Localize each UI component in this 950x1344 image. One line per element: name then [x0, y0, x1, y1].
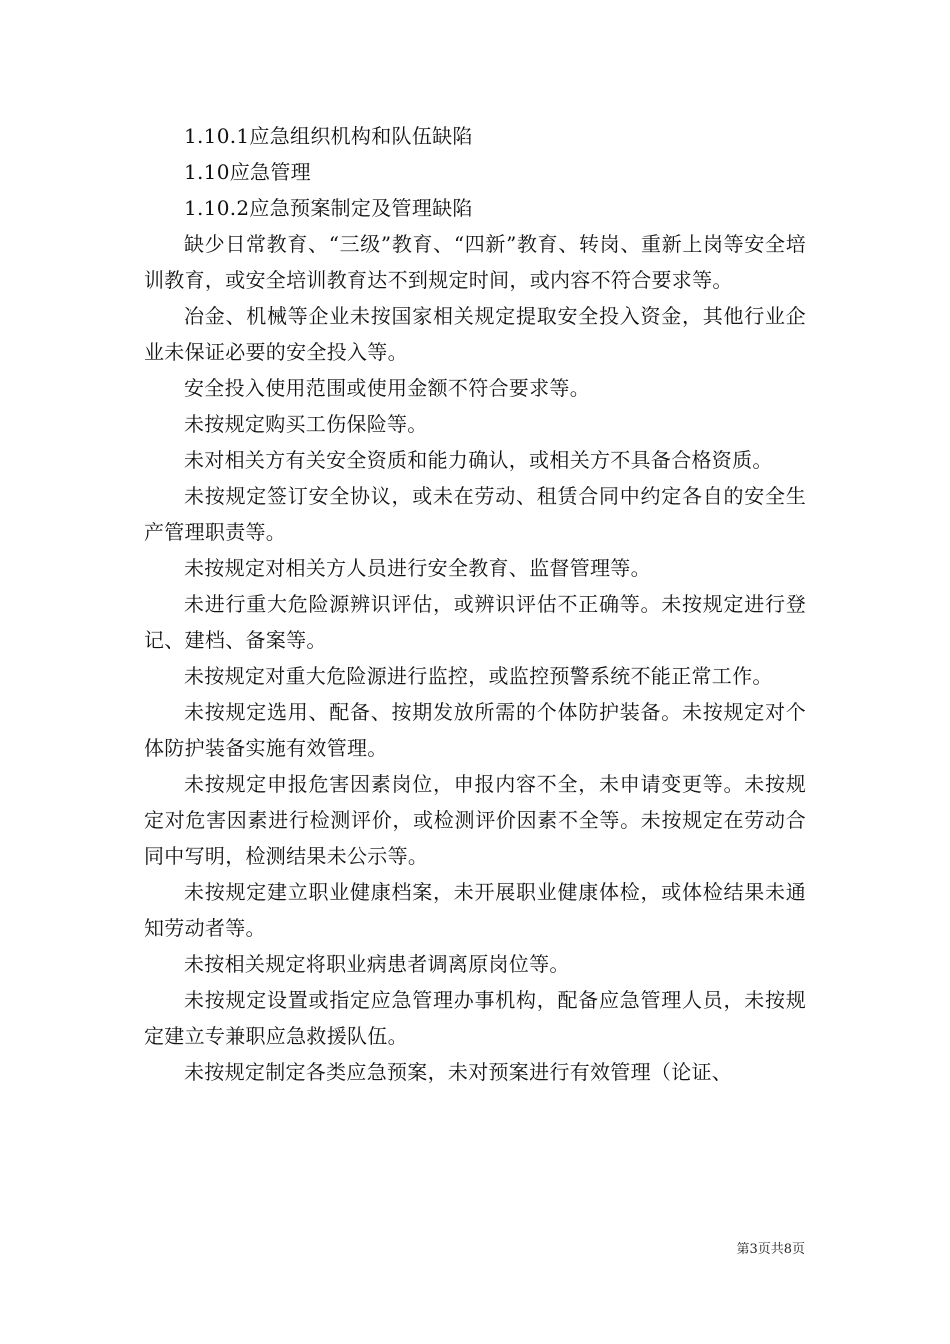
- heading-1-10-1: 1.10.1应急组织机构和队伍缺陷: [184, 124, 473, 148]
- paragraph: 未按规定建立职业健康档案，未开展职业健康体检，或体检结果未通知劳动者等。: [144, 880, 806, 940]
- page-number-footer: 第3页共8页: [736, 1242, 805, 1257]
- paragraph: 未按相关规定将职业病患者调离原岗位等。: [184, 952, 570, 976]
- paragraph: 未按规定选用、配备、按期发放所需的个体防护装备。未按规定对个体防护装备实施有效管理。: [144, 700, 806, 760]
- paragraph: 缺少日常教育、“三级”教育、“四新”教育、转岗、重新上岗等安全培训教育，或安全培训教育达不到规定时间，或内容不符合要求等。: [144, 232, 806, 292]
- paragraph: 冶金、机械等企业未按国家相关规定提取安全投入资金，其他行业企业未保证必要的安全投入等。: [144, 304, 806, 364]
- paragraph: 安全投入使用范围或使用金额不符合要求等。: [184, 376, 590, 400]
- heading-1-10: 1.10应急管理: [184, 160, 311, 184]
- paragraph: 未按规定制定各类应急预案，未对预案进行有效管理（论证、: [184, 1060, 733, 1084]
- paragraph: 未按规定购买工伤保险等。: [184, 412, 428, 436]
- paragraph: 未按规定对相关方人员进行安全教育、监督管理等。: [184, 556, 651, 580]
- paragraph: 未进行重大危险源辨识评估，或辨识评估不正确等。未按规定进行登记、建档、备案等。: [144, 592, 806, 652]
- document-body: [144, 118, 806, 1090]
- paragraph: 未按规定签订安全协议，或未在劳动、租赁合同中约定各自的安全生产管理职责等。: [144, 484, 806, 544]
- paragraph: 未按规定申报危害因素岗位，申报内容不全，未申请变更等。未按规定对危害因素进行检测评价，或检测评价因素不全等。未按规定在劳动合同中写明，检测结果未公示等。: [144, 772, 806, 868]
- heading-1-10-2: 1.10.2应急预案制定及管理缺陷: [184, 196, 473, 220]
- paragraph: 未按规定对重大危险源进行监控，或监控预警系统不能正常工作。: [184, 664, 773, 688]
- paragraph: 未按规定设置或指定应急管理办事机构，配备应急管理人员，未按规定建立专兼职应急救援队伍。: [144, 988, 806, 1048]
- paragraph: 未对相关方有关安全资质和能力确认，或相关方不具备合格资质。: [184, 448, 773, 472]
